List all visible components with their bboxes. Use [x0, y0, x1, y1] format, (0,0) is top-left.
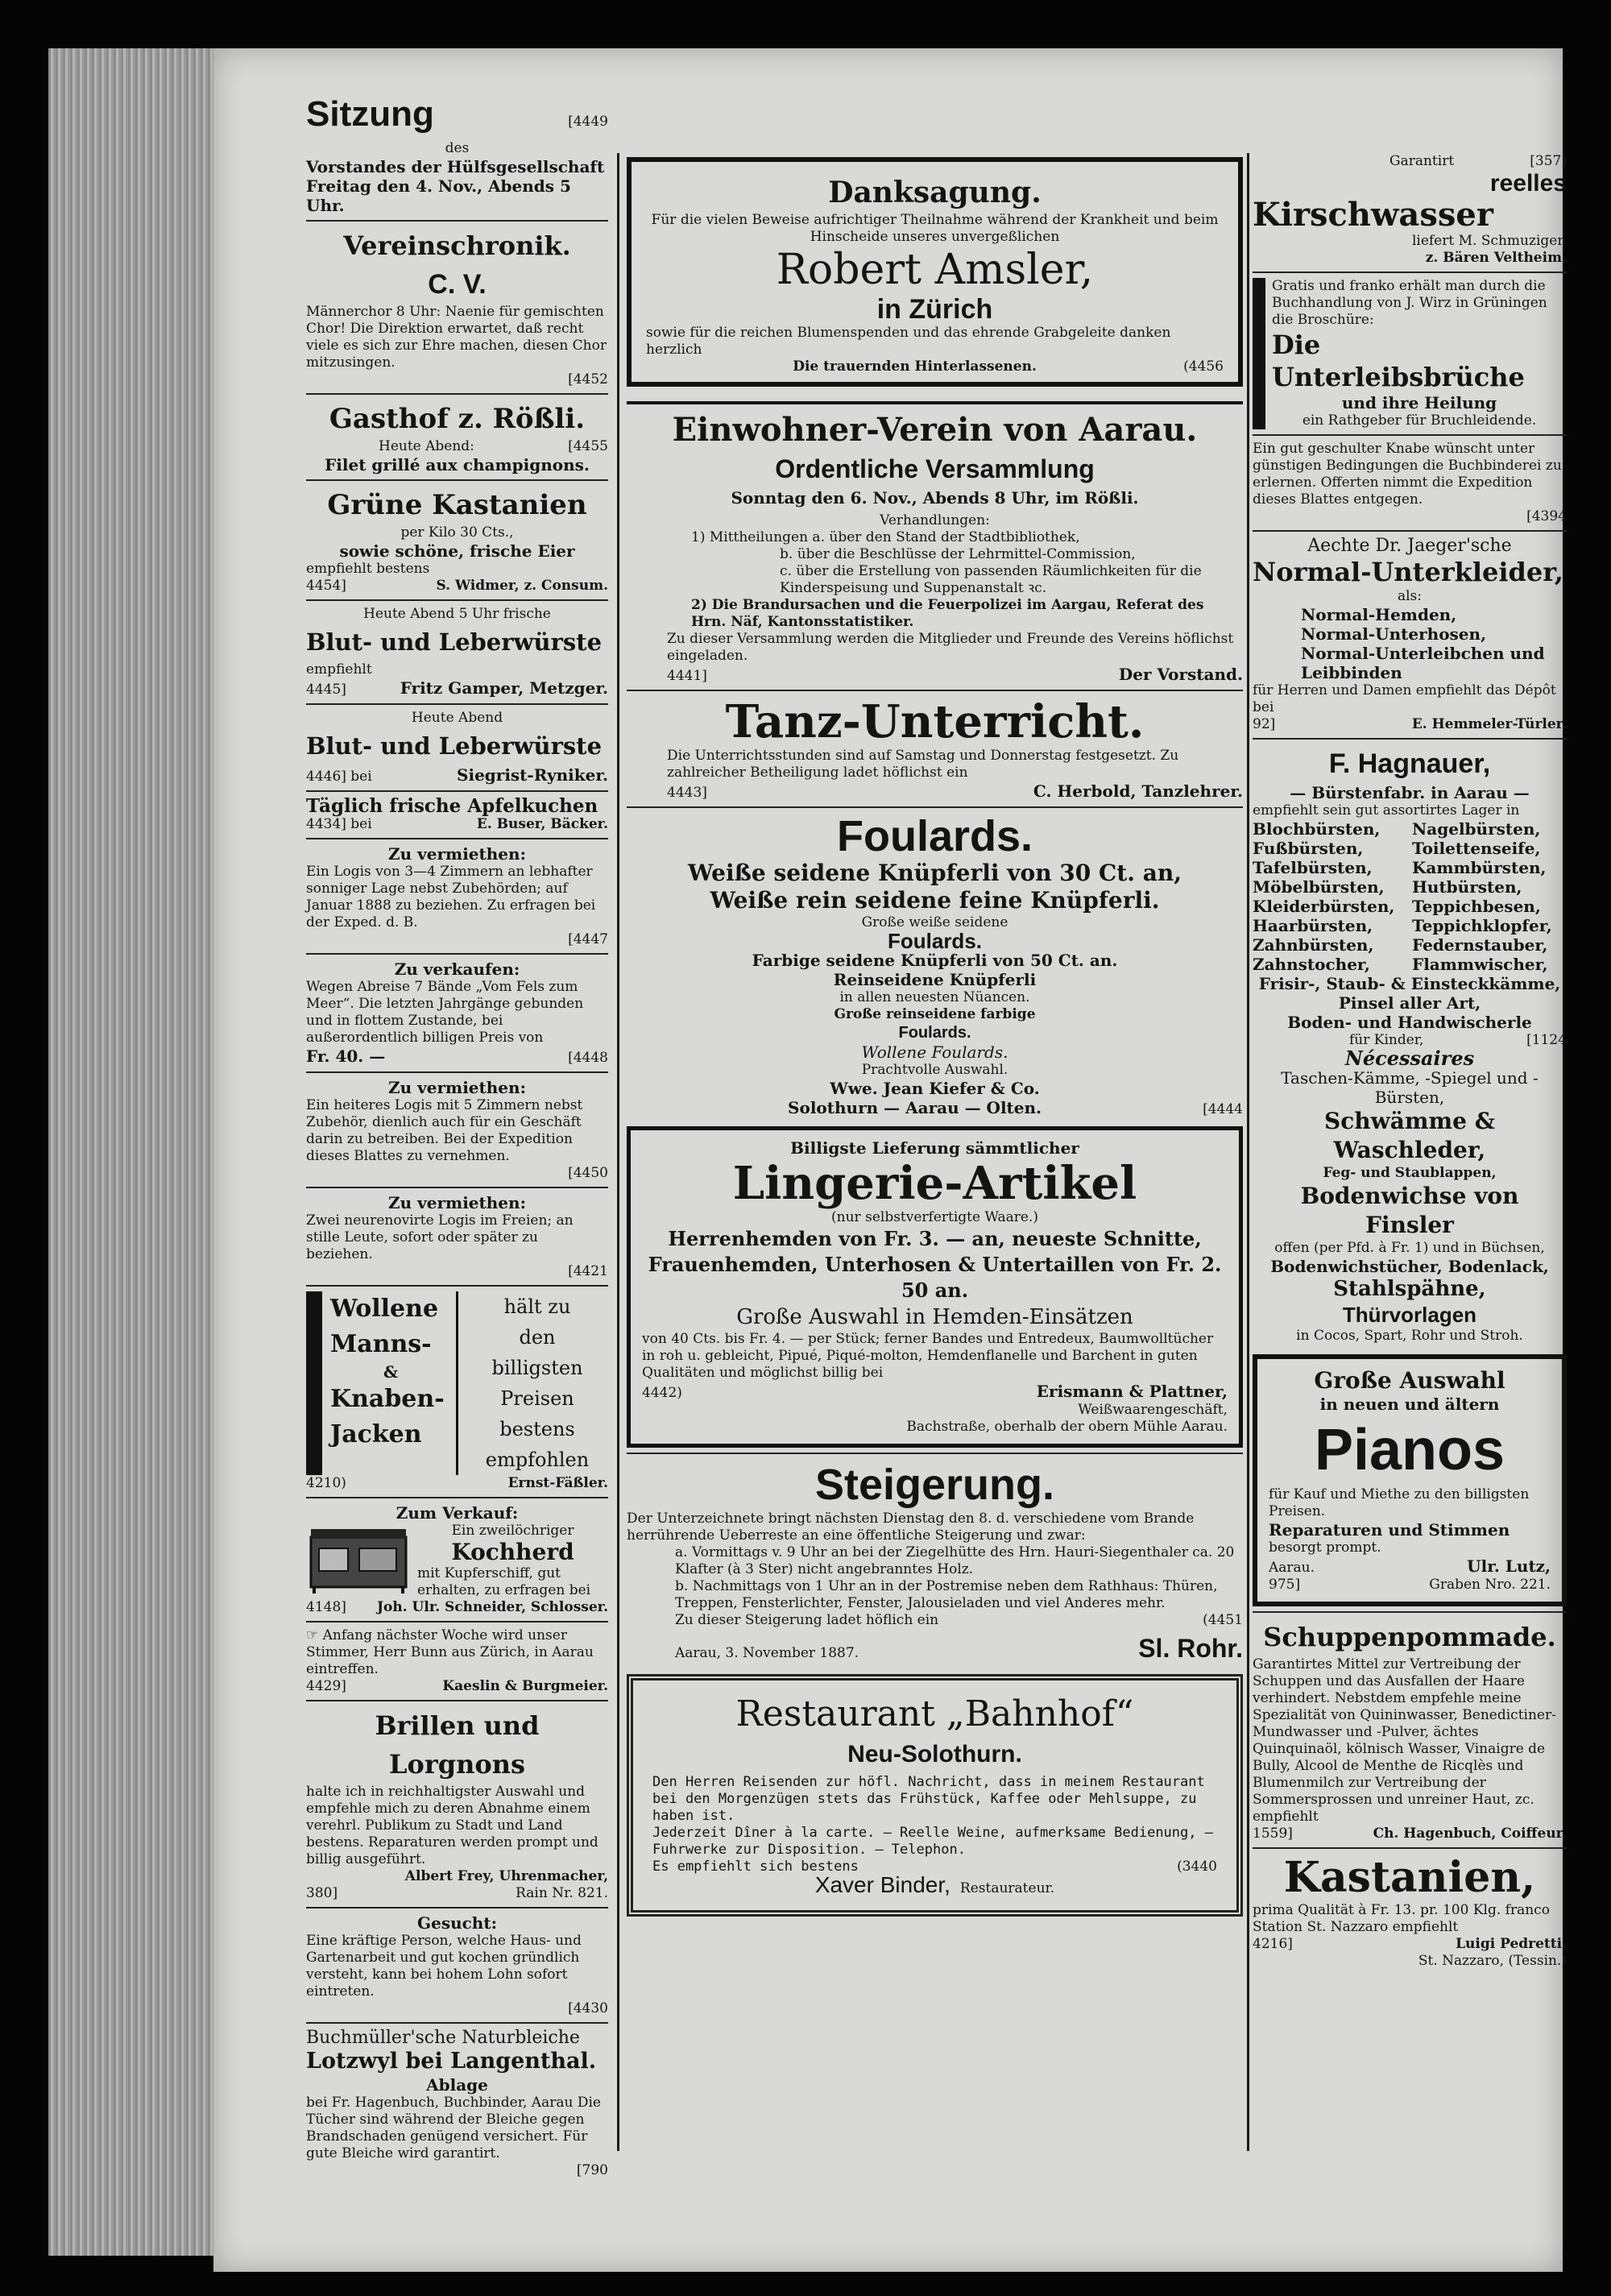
ad-text: von 40 Cts. bis Fr. 4. — per Stück; ferner Bandes und Entredeux, Baumwolltücher in roh u. gebleicht, Pipué, Piqué-molton, Hemdenflanelle und Barchent in guten Qualitäten und möglichst billig bei: [642, 1331, 1214, 1381]
ad-title: Zu vermiethen:: [388, 1078, 526, 1097]
ad-pianos: [1253, 1354, 1567, 1606]
ad-text: Heute Abend: [411, 710, 503, 726]
ad-signature: Ulr. Lutz,: [1467, 1556, 1551, 1576]
ad-title: Sitzung: [306, 94, 434, 134]
ad-subtitle: C. V.: [428, 269, 487, 300]
ad-title: &: [383, 1362, 399, 1382]
ad-text: Prachtvolle Auswahl.: [861, 1062, 1008, 1078]
list-item: Federnstauber,: [1412, 935, 1548, 955]
ad-text: Anfang nächster Woche wird unser Stimmer, Herr Bunn aus Zürich, in Aarau eintreffen.: [306, 1627, 594, 1677]
column-3: [1253, 153, 1567, 1970]
agenda-item: c. über die Erstellung von passenden Räumlichkeiten für die Kinderspeisung und Suppenanstalt ꝛc.: [780, 563, 1202, 596]
list-item: Zahnbürsten,: [1253, 935, 1374, 955]
ad-signature: Sl. Rohr.: [1138, 1634, 1243, 1663]
ad-text: empfiehlt sein gut assortirtes Lager in: [1253, 802, 1520, 819]
ad-number: 975]: [1269, 1577, 1301, 1593]
ad-text: Es empfiehlt sich bestens: [652, 1859, 859, 1875]
ad-text: Ein zweilöchriger: [451, 1523, 574, 1539]
ad-text: Große weiße seidene: [861, 914, 1008, 930]
ad-text: sowie für die reichen Blumenspenden und das ehrende Grabgeleite danken herzlich: [646, 325, 1171, 358]
ad-steigerung: [627, 1459, 1243, 1668]
ad-signature: Die trauernden Hinterlassenen.: [793, 358, 1037, 375]
ad-text: Thürvorlagen: [1342, 1303, 1477, 1327]
ad-number: 4454]: [306, 578, 346, 594]
ad-title: Lingerie-Artikel: [732, 1157, 1137, 1210]
ad-tanz-unterricht: [627, 696, 1243, 802]
ad-subtitle: — Bürstenfabr. in Aarau —: [1290, 783, 1530, 802]
ad-vermiethen-3: [306, 1193, 608, 1280]
ad-text: Heute Abend 5 Uhr frische: [363, 606, 551, 622]
ad-text: Solothurn — Aarau — Olten.: [788, 1098, 1042, 1117]
ad-text: Aarau, 3. November 1887.: [675, 1645, 859, 1661]
list-item: Teppichbesen,: [1412, 897, 1541, 916]
ad-signature: Der Vorstand.: [1118, 665, 1243, 684]
ad-text: Pinsel aller Art,: [1338, 993, 1481, 1013]
ad-signature: Luigi Pedretti,: [1456, 1936, 1567, 1952]
ad-text: prima Qualität à Fr. 13. pr. 100 Klg. franco Station St. Nazzaro empfiehlt: [1253, 1902, 1550, 1935]
ad-text: Weißwaarengeschäft,: [1078, 1402, 1228, 1418]
ad-text: bestens: [499, 1418, 575, 1440]
ad-title: Danksagung.: [828, 176, 1042, 209]
ad-text: z. Bären Veltheim.: [1425, 250, 1567, 266]
ad-text: Wegen Abreise 7 Bände „Vom Fels zum Meer“. Die letzten Jahrgänge gebunden und in flottem Zustande, bei außerordentlich billigen Preis von: [306, 979, 584, 1046]
ad-text: des: [445, 140, 470, 156]
stove-illustration: [306, 1523, 411, 1595]
ad-text: Boden- und Handwischerle: [1287, 1013, 1532, 1032]
ad-signature: Ch. Hagenbuch, Coiffeur.: [1373, 1826, 1567, 1842]
ad-foulards: [627, 813, 1243, 1118]
ad-title: Kirschwasser: [1253, 196, 1493, 234]
ad-subtitle: Ablage: [426, 2075, 488, 2095]
ad-number: 4445]: [306, 682, 346, 698]
ad-gasthof: [306, 400, 608, 475]
ad-number: 4429]: [306, 1678, 346, 1694]
ad-signature: E. Buser, Bäcker.: [476, 816, 608, 832]
ad-number: [4455: [568, 438, 608, 454]
ad-vereinschronik: [306, 226, 608, 388]
ad-title: Einwohner-Verein von Aarau.: [672, 411, 1198, 449]
ad-text: per Kilo 30 Cts.,: [400, 524, 514, 541]
ad-text: besorgt prompt.: [1269, 1540, 1381, 1556]
ad-subtitle: Neu-Solothurn.: [847, 1741, 1022, 1768]
ad-signature: Siegrist-Ryniker.: [457, 765, 608, 785]
ad-text: für Herren und Damen empfiehlt das Dépôt bei: [1253, 682, 1556, 715]
ad-text: Verhandlungen:: [880, 512, 990, 528]
ad-text: halte ich in reichhaltigster Auswahl und empfehle mich zu deren Abnahme einem verehrl. Publikum zu Stadt und Land bestens. Reparaturen werden prompt und billig ausgeführt.: [306, 1784, 598, 1867]
ad-text: Feg- und Staublappen,: [1323, 1165, 1497, 1181]
list-item: Toilettenseife,: [1412, 839, 1541, 858]
ad-text: Stahlspähne,: [1333, 1277, 1486, 1301]
ad-title: Pianos: [1314, 1418, 1505, 1482]
ad-text: Schwämme & Waschleder,: [1324, 1108, 1495, 1163]
ad-text: für Kinder,: [1349, 1032, 1424, 1048]
ad-text: bei Fr. Hagenbuch, Buchbinder, Aarau Die Tücher sind während der Bleiche gegen Brandschaden genügend versichert. Für gute Bleiche wird garantirt.: [306, 2095, 601, 2161]
list-item: Kleiderbürsten,: [1253, 897, 1395, 916]
ad-text: Weiße rein seidene feine Knüpferli.: [710, 887, 1160, 914]
ad-number: [4394: [1526, 508, 1567, 524]
ad-title: Zu vermiethen:: [388, 844, 526, 864]
ad-signature: Kaeslin & Burgmeier.: [442, 1678, 608, 1694]
list-item: Hutbürsten,: [1412, 877, 1522, 897]
ad-text: Aarau.: [1269, 1560, 1315, 1576]
ad-number: (4456: [1183, 358, 1224, 375]
ad-title: Vereinschronik.: [343, 230, 571, 261]
ad-title: Buchmüller'sche Naturbleiche: [306, 2028, 580, 2048]
ad-text: in neuen und ältern: [1319, 1395, 1500, 1414]
ad-verkaufen: [306, 959, 608, 1067]
ad-text: den: [519, 1326, 556, 1349]
list-item: Normal-Hemden,: [1301, 605, 1457, 624]
ad-subtitle: in Zürich: [876, 294, 993, 325]
ad-signature: Wwe. Jean Kiefer & Co.: [830, 1079, 1040, 1098]
ad-text: Ein Logis von 3—4 Zimmern an lebhafter sonniger Lage nebst Zubehörden; auf Januar 1888 zu beziehen. Zu erfragen bei der Exped. d. B.: [306, 864, 596, 930]
ad-text: in Cocos, Spart, Rohr und Stroh.: [1296, 1328, 1523, 1344]
ad-title: Wollene: [330, 1295, 439, 1323]
ad-text: Große Auswahl: [1314, 1367, 1505, 1394]
ad-number: [4430: [568, 2000, 608, 2016]
ad-text: Garantirt: [1389, 153, 1455, 169]
ad-text: Frauenhemden, Unterhosen & Untertaillen von Fr. 2. 50 an.: [648, 1253, 1222, 1302]
ad-gesucht: [306, 1913, 608, 2017]
ad-title: Tanz-Unterricht.: [725, 695, 1145, 748]
ad-text: Rain Nr. 821.: [516, 1885, 608, 1901]
ad-title: Zum Verkauf:: [396, 1503, 519, 1523]
pointing-hand-icon: ☞: [306, 1627, 323, 1643]
ad-text: Filet grillé aux champignons.: [325, 455, 590, 475]
ad-text: Bachstraße, oberhalb der obern Mühle Aarau.: [906, 1419, 1228, 1435]
ad-einwohner-verein: [627, 411, 1243, 685]
ad-text: Große Auswahl in Hemden-Einsätzen: [736, 1305, 1133, 1329]
ad-text: Taschen-Kämme, -Spiegel und -Bürsten,: [1281, 1068, 1539, 1107]
ad-jaeger: [1253, 537, 1567, 733]
ad-title: Gasthof z. Rößli.: [329, 403, 586, 435]
ad-text: Zu dieser Steigerung ladet höflich ein: [675, 1612, 939, 1628]
column-2: [627, 157, 1243, 1917]
ad-number: 1559]: [1253, 1826, 1293, 1842]
ad-text: offen (per Pfd. à Fr. 1) und in Büchsen,: [1274, 1240, 1545, 1256]
ad-kastanien-tessin: [1253, 1854, 1567, 1970]
ad-number: 92]: [1253, 716, 1276, 732]
ad-signature: Joh. Ulr. Schneider, Schlosser.: [376, 1599, 608, 1615]
list-item: Leibbinden: [1301, 663, 1402, 682]
column-rule-2: [1247, 153, 1249, 2151]
ad-subtitle: reelles: [1489, 170, 1567, 197]
ad-number: 4446] bei: [306, 769, 372, 785]
ad-title: Zu vermiethen:: [388, 1193, 526, 1212]
ad-number: 4434] bei: [306, 816, 372, 832]
ad-text: Bodenwichstücher, Bodenlack,: [1270, 1257, 1549, 1276]
ad-text: Eine kräftige Person, welche Haus- und Gartenarbeit und gut kochen gründlich versteht, kann bei hohem Lohn sofort eintreten.: [306, 1933, 582, 2000]
ad-title: Die Unterleibsbrüche: [1272, 329, 1525, 392]
ad-text: Restaurateur.: [959, 1880, 1055, 1896]
ad-brillen: [306, 1706, 608, 1902]
ad-unterleibsbrueche: [1253, 278, 1567, 429]
ad-vermiethen-2: [306, 1078, 608, 1182]
ad-price: Fr. 40. —: [306, 1046, 386, 1066]
ad-title: Zu verkaufen:: [394, 959, 520, 979]
list-item: Normal-Unterhosen,: [1301, 624, 1487, 644]
ad-text: als:: [1397, 588, 1423, 604]
ad-title: Brillen und Lorgnons: [375, 1710, 540, 1780]
ad-title: Kastanien,: [1283, 1853, 1536, 1902]
ad-text: Aechte Dr. Jaeger'sche: [1307, 536, 1512, 556]
ad-hagnauer: [1253, 744, 1567, 1345]
ad-number: [1124: [1526, 1032, 1567, 1048]
ad-text: Nécessaires: [1344, 1046, 1475, 1070]
agenda-item: 1) Mittheilungen a. über den Stand der Stadtbibliothek,: [691, 529, 1080, 545]
ad-kastanien: [306, 486, 608, 595]
ad-signature: Erismann & Plattner,: [1036, 1382, 1228, 1401]
ad-text: Zwei neurenovirte Logis im Freien; an stille Leute, sofort oder später zu beziehen.: [306, 1212, 574, 1262]
ad-text: in allen neuesten Nüancen.: [839, 989, 1030, 1005]
ad-title: Lotzwyl bei Langenthal.: [306, 2049, 597, 2074]
ad-number: 4443]: [667, 785, 707, 801]
ad-text: b. Nachmittags von 1 Uhr an in der Postremise neben dem Rathhaus: Thüren, Treppen, Fensterlichter, Fenster, Jalousieladen und viel Anderes mehr.: [675, 1578, 1218, 1611]
ad-text: Foulards.: [898, 1024, 971, 1042]
ad-text: Wollene Foulards.: [861, 1042, 1008, 1062]
ad-title: F. Hagnauer,: [1328, 748, 1491, 779]
ad-schuppenpommade: [1253, 1618, 1567, 1842]
ad-sitzung: [306, 89, 608, 215]
ad-text: Graben Nro. 221.: [1429, 1577, 1551, 1593]
ad-text: Der Unterzeichnete bringt nächsten Dienstag den 8. d. verschiedene vom Brande herrührende Ueberreste an eine öffentliche Steigerung und zwar:: [627, 1511, 1195, 1544]
ad-text: mit Kupferschiff, gut erhalten, zu erfragen bei: [417, 1565, 591, 1598]
ad-text: billigsten: [491, 1357, 583, 1379]
ad-text: Frisir-, Staub- & Einsteckkämme,: [1258, 974, 1561, 993]
ad-apfelkuchen: [306, 797, 608, 833]
book-edge: [48, 48, 226, 2256]
ad-title: Restaurant „Bahnhof“: [735, 1693, 1134, 1734]
ad-text: Zu dieser Versammlung werden die Mitglieder und Freunde des Vereins höflichst eingeladen.: [667, 631, 1234, 664]
ad-text: Garantirtes Mittel zur Vertreibung der Schuppen und das Ausfallen der Haare verhindert. Nebstdem empfehle meine Spezialität von Quininwasser, Benedictiner-Mundwasser und -Pulver, ächtes Quinquinaöl, kölnisch Wasser, Vinaigre de Bully, Alcool de Menthe de Ricqlès und Blumenmilch zur Vertreibung der Sommersprossen und unreiner Haut, zc. empfiehlt: [1253, 1656, 1556, 1825]
list-item: Tafelbürsten,: [1253, 858, 1373, 877]
ad-text: Die Unterrichtsstunden sind auf Samstag und Donnerstag festgesetzt. Zu zahlreicher Betheiligung ladet höflichst ein: [667, 748, 1179, 781]
ad-number: 4216]: [1253, 1936, 1293, 1952]
ad-text: Reparaturen und Stimmen: [1269, 1520, 1510, 1540]
ad-number: [4452: [568, 371, 608, 388]
ad-title: Kochherd: [451, 1539, 574, 1565]
ad-stimmer: [306, 1627, 608, 1695]
ad-text: Weiße seidene Knüpferli von 30 Ct. an,: [688, 860, 1182, 886]
ad-signature: C. Herbold, Tanzlehrer.: [1033, 781, 1243, 801]
ad-text: Farbige seidene Knüpferli von 50 Ct. an.: [752, 951, 1118, 970]
ad-number: [4444: [1203, 1101, 1243, 1117]
ad-text: Heute Abend:: [379, 438, 474, 454]
ad-number: 4148]: [306, 1599, 346, 1615]
ad-number: [4447: [568, 931, 608, 947]
ad-title: Jacken: [330, 1420, 422, 1448]
ad-text: empfiehlt: [306, 661, 372, 678]
ad-subtitle: Ordentliche Versammlung: [775, 454, 1095, 483]
ad-text: Ein heiteres Logis mit 5 Zimmern nebst Zubehör, dienlich auch für ein Geschäft darin zu betreiben. Bei der Expedition dieses Blattes zu vernehmen.: [306, 1097, 583, 1164]
column-rule-1: [617, 153, 619, 2151]
ad-signature: Albert Frey, Uhrenmacher,: [404, 1868, 608, 1884]
ad-text: Große reinseidene farbige: [834, 1006, 1036, 1022]
ad-blutwurst-1: [306, 606, 608, 698]
ad-number: [4421: [568, 1263, 608, 1279]
ad-text: Herrenhemden von Fr. 3. — an, neueste Schnitte,: [668, 1227, 1202, 1250]
ad-kochherd: [306, 1503, 608, 1616]
ad-text: Den Herren Reisenden zur höfl. Nachricht, dass in meinem Restaurant bei den Morgenzügen stets das Frühstück, Kaffee oder Mehlsuppe, zu haben ist.: [652, 1774, 1205, 1824]
ad-number: 380]: [306, 1885, 338, 1901]
ad-number: [357]: [1530, 153, 1567, 169]
agenda-item: b. über die Beschlüsse der Lehrmittel-Commission,: [780, 546, 1136, 562]
list-item: Möbelbürsten,: [1253, 877, 1385, 897]
ad-title: Grüne Kastanien: [327, 489, 587, 521]
ad-number: 4210): [306, 1475, 346, 1491]
ad-signature: Fritz Gamper, Metzger.: [400, 678, 608, 698]
ad-title: Schuppenpommade.: [1263, 1622, 1556, 1652]
ad-title: Normal-Unterkleider,: [1253, 557, 1563, 587]
ad-text: empfohlen: [485, 1448, 590, 1471]
ad-text: liefert M. Schmuziger.: [1411, 233, 1567, 249]
ad-title: Gesucht:: [417, 1913, 497, 1933]
ad-title: Täglich frische Apfelkuchen: [306, 795, 598, 817]
ad-text: Sonntag den 6. Nov., Abends 8 Uhr, im Rößli.: [731, 488, 1139, 508]
ad-lingerie: [627, 1126, 1243, 1448]
ad-knabe: [1253, 441, 1567, 525]
ad-text: Foulards.: [887, 929, 982, 953]
list-item: Haarbürsten,: [1253, 916, 1373, 935]
ad-text: Männerchor 8 Uhr: Naenie für gemischten Chor! Die Direktion erwartet, daß recht viele es sich zur Ehre machen, diesen Chor mitzusingen.: [306, 304, 607, 371]
ad-text: Reinseidene Knüpferli: [833, 970, 1037, 989]
list-item: Zahnstocher,: [1253, 955, 1370, 974]
ad-title: Foulards.: [836, 812, 1033, 860]
ad-kirschwasser: [1253, 153, 1567, 267]
ad-blutwurst-2: [306, 710, 608, 785]
ad-number: [4450: [568, 1165, 608, 1181]
ad-number: 4442): [642, 1385, 682, 1401]
ad-title: Knaben-: [330, 1385, 445, 1413]
ad-text: Freitag den 4. Nov., Abends 5 Uhr.: [306, 176, 571, 215]
ad-number: [4448: [568, 1050, 608, 1066]
ad-title: Blut- und Leberwürste: [306, 628, 603, 656]
agenda-item: 2) Die Brandursachen und die Feuerpolizei im Aargau, Referat des Hrn. Näf, Kantonsstatistiker.: [691, 597, 1204, 630]
ad-text: empfiehlt bestens: [306, 561, 430, 577]
ad-number: [790: [576, 2162, 608, 2178]
ad-text: Für die vielen Beweise aufrichtiger Theilnahme während der Krankheit und beim Hinscheide unseres unvergeßlichen: [651, 212, 1219, 245]
ad-vermiethen-1: [306, 844, 608, 948]
list-item: Nagelbürsten,: [1412, 819, 1541, 839]
list-item: Normal-Unterleibchen und: [1301, 644, 1545, 663]
list-item: Flammwischer,: [1412, 955, 1548, 974]
ad-wollene-jacken: [306, 1291, 608, 1475]
ad-text: Ein gut geschulter Knabe wünscht unter günstigen Bedingungen die Buchbinderei zu erlernen. Offerten nimmt die Expedition dieses Blattes entgegen.: [1253, 441, 1562, 508]
ad-bleiche: [306, 2029, 608, 2179]
ad-text: Billigste Lieferung sämmtlicher: [790, 1138, 1079, 1158]
ad-restaurant-bahnhof: [627, 1674, 1243, 1917]
ad-text: Jederzeit Dîner à la carte. — Reelle Weine, aufmerksame Bedienung, — Fuhrwerke zur Disposition. — Telephon.: [652, 1825, 1213, 1858]
ad-subtitle: und ihre Heilung: [1341, 393, 1497, 412]
ad-title: Manns-: [330, 1330, 432, 1358]
ad-text: Preisen: [500, 1387, 574, 1410]
ad-text: sowie schöne, frische Eier: [339, 541, 575, 561]
ad-text: (nur selbstverfertigte Waare.): [831, 1209, 1038, 1225]
ad-title: Blut- und Leberwürste: [306, 732, 603, 760]
ad-text: Vorstandes der Hülfsgesellschaft: [306, 157, 605, 176]
ad-text: Gratis und franko erhält man durch die Buchhandlung von J. Wirz in Grüningen die Broschüre:: [1272, 278, 1547, 328]
ad-number: 4441]: [667, 668, 707, 684]
ad-text: Bodenwichse von Finsler: [1300, 1183, 1519, 1238]
ad-name: Robert Amsler,: [776, 246, 1094, 294]
ad-danksagung: [627, 157, 1243, 387]
column-1: [306, 89, 608, 2179]
ad-title: Steigerung.: [814, 1461, 1055, 1509]
ad-signature: E. Hemmeler-Türler.: [1411, 716, 1567, 732]
list-item: Fußbürsten,: [1253, 839, 1364, 858]
ad-text: für Kauf und Miethe zu den billigsten Preisen.: [1269, 1486, 1530, 1519]
list-item: Teppichklopfer,: [1412, 916, 1552, 935]
ad-signature: S. Widmer, z. Consum.: [436, 578, 608, 594]
ad-number: (4451: [1203, 1612, 1243, 1628]
ad-text: ein Rathgeber für Bruchleidende.: [1302, 412, 1537, 429]
ad-number: [4449: [568, 114, 608, 130]
ad-text: a. Vormittags v. 9 Uhr an bei der Ziegelhütte des Hrn. Hauri-Siegenthaler ca. 20 Klafter (à 3 Ster) nicht angebranntes Holz.: [675, 1544, 1235, 1577]
ad-signature: Ernst-Fäßler.: [507, 1475, 608, 1491]
ad-text: St. Nazzaro, (Tessin.): [1418, 1953, 1567, 1969]
ad-signature: Xaver Binder,: [814, 1872, 950, 1897]
ad-number: (3440: [1177, 1859, 1217, 1875]
list-item: Kammbürsten,: [1412, 858, 1547, 877]
ad-text: hält zu: [503, 1295, 571, 1318]
list-item: Blochbürsten,: [1253, 819, 1381, 839]
